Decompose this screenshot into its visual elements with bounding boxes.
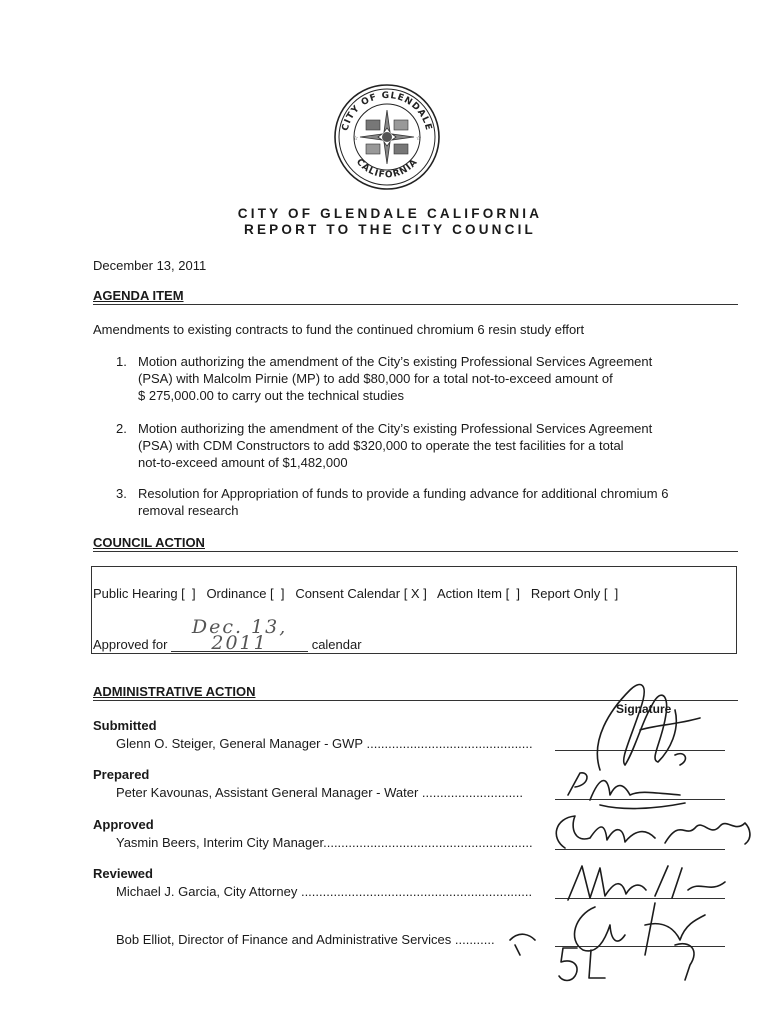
agenda-item-3: [116, 485, 716, 519]
approved-label: Approved: [93, 817, 154, 832]
approved-for-row: [93, 616, 362, 654]
item-line: not-to-exceed amount of $1,482,000: [138, 455, 348, 470]
item-line: (PSA) with CDM Constructors to add $320,000 to operate the test facilities for a total: [138, 438, 624, 453]
agenda-intro: Amendments to existing contracts to fund the continued chromium 6 resin study effort: [93, 322, 585, 337]
finance-reviewer: Bob Elliot, Director of Finance and Administrative Services ...........: [116, 932, 495, 947]
steiger-signature-scribble: [580, 670, 710, 780]
item-number: 2.: [116, 421, 127, 436]
item-line: Resolution for Appropriation of funds to provide a funding advance for additional chromium 6: [138, 486, 669, 501]
council-action-box: [91, 566, 737, 654]
approved-by: Yasmin Beers, Interim City Manager..........................................................: [116, 835, 533, 850]
administrative-action-heading: ADMINISTRATIVE ACTION: [93, 684, 738, 701]
svg-text:CITY OF GLENDALE: CITY OF GLENDALE: [340, 90, 434, 133]
item-line: (PSA) with Malcolm Pirnie (MP) to add $80,000 for a total not-to-exceed amount of: [138, 371, 613, 386]
handwritten-approval-date: Dec. 13, 2011: [171, 619, 308, 652]
item-line: Motion authorizing the amendment of the City’s existing Professional Services Agreement: [138, 354, 653, 369]
prepared-by: Peter Kavounas, Assistant General Manager - Water ............................: [116, 785, 524, 800]
beers-signature-scribble: [545, 808, 760, 858]
item-line: $ 275,000.00 to carry out the technical studies: [138, 388, 404, 403]
item-number: 3.: [116, 486, 127, 501]
reviewed-by: Michael J. Garcia, City Attorney ................................................................: [116, 884, 533, 899]
council-action-heading: COUNCIL ACTION: [93, 535, 738, 552]
agenda-item-heading: AGENDA ITEM: [93, 288, 738, 305]
svg-text:CALIFORNIA: CALIFORNIA: [353, 157, 421, 181]
item-number: 1.: [116, 354, 127, 369]
calendar-label: calendar: [311, 637, 362, 652]
handwritten-item-number-5l: [555, 942, 615, 987]
report-title: CITY OF GLENDALE CALIFORNIA: [237, 206, 543, 221]
agenda-item-2: [116, 420, 716, 471]
approved-for-label: Approved for: [93, 637, 168, 652]
signature-column-label: Signature: [616, 702, 672, 716]
prepared-label: Prepared: [93, 767, 150, 782]
submitted-label: Submitted: [93, 718, 157, 733]
report-subtitle: REPORT TO THE CITY COUNCIL: [244, 222, 536, 237]
agenda-item-1: [116, 353, 716, 404]
svg-text:☆: ☆: [353, 136, 359, 142]
submitted-by: Glenn O. Steiger, General Manager - GWP ..............................................: [116, 736, 533, 751]
city-seal-logo: [328, 80, 446, 190]
reviewed-label: Reviewed: [93, 866, 153, 881]
item-line: Motion authorizing the amendment of the City’s existing Professional Services Agreement: [138, 421, 653, 436]
item-line: removal research: [138, 503, 239, 518]
council-action-options: Public Hearing [ ] Ordinance [ ] Consent Calendar [ X ] Action Item [ ] Report Only [ ]: [93, 586, 619, 601]
svg-text:☆: ☆: [416, 136, 422, 142]
report-date: December 13, 2011: [93, 258, 207, 273]
